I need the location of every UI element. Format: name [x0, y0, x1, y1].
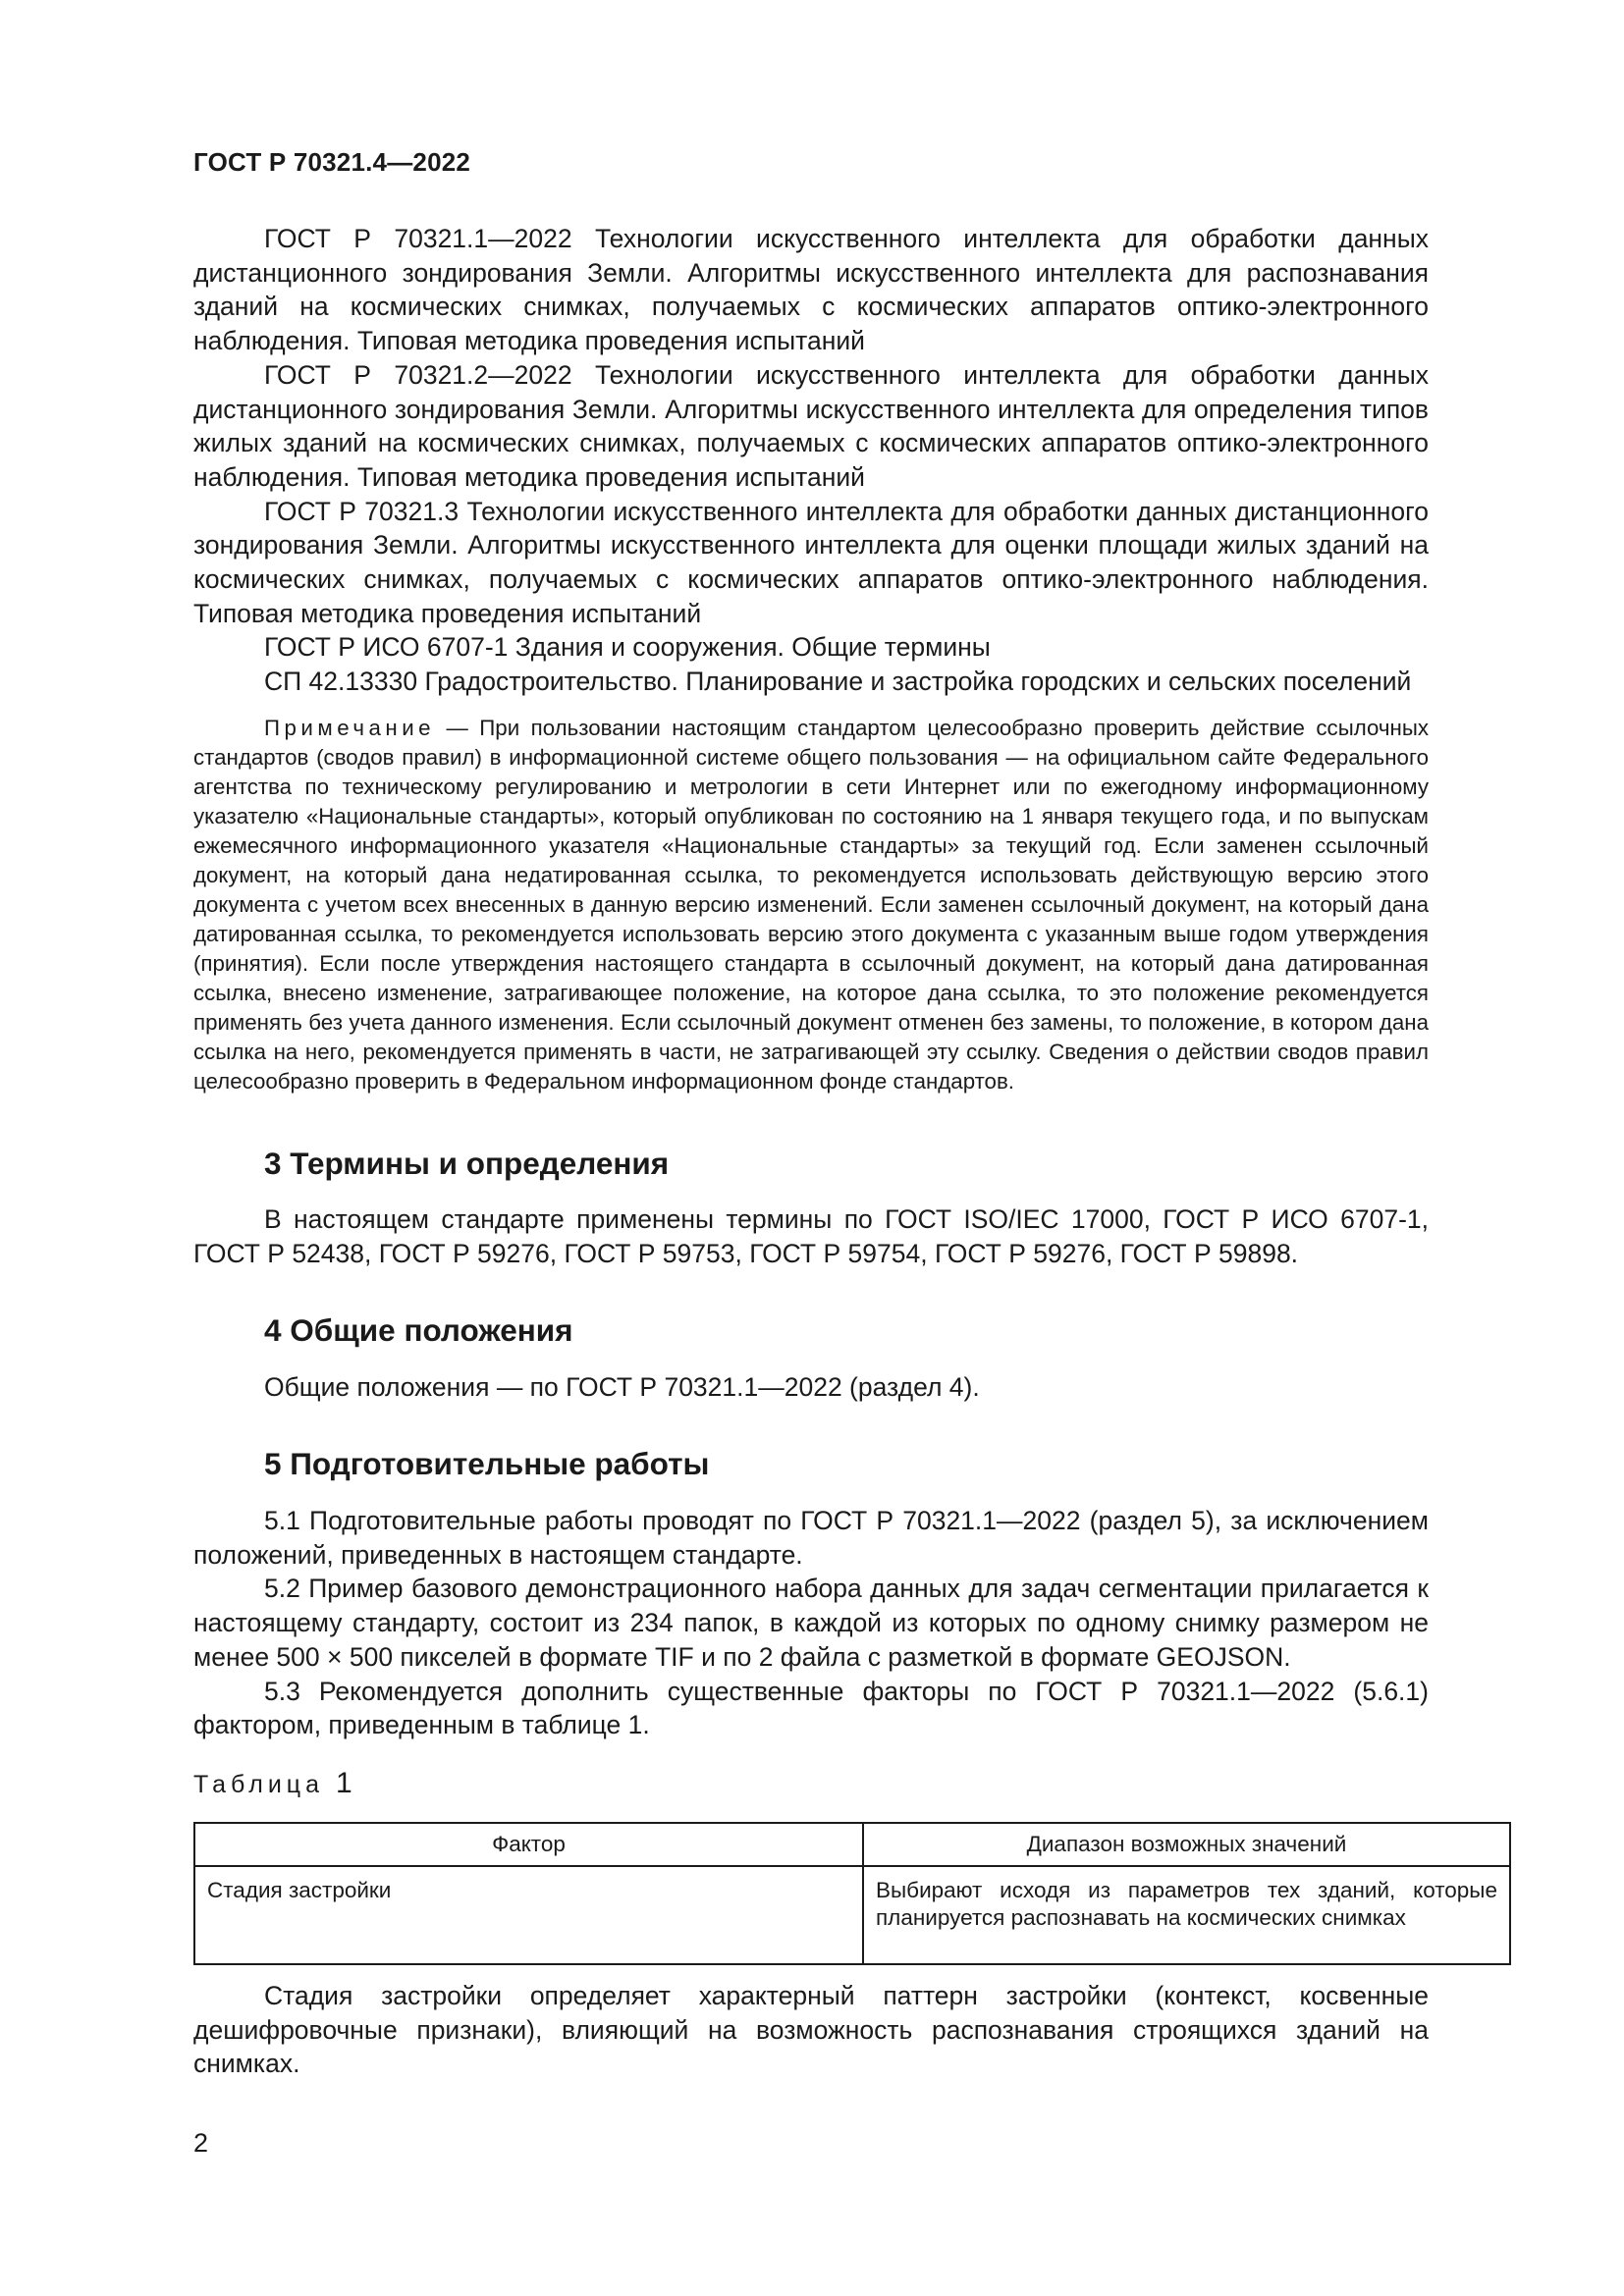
table-cell-range: Выбирают исходя из параметров тех зданий, которые планируется распознавать на космических снимках [863, 1866, 1510, 1964]
after-table-text: Стадия застройки определяет характерный паттерн застройки (контекст, косвенные дешифровочные признаки), влияющий на возможность распознавания строящихся зданий на снимках. [193, 1981, 1429, 2079]
clause-5-2: 5.2 Пример базового демонстрационного набора данных для задач сегментации прилагается к настоящему стандарту, состоит из 234 папок, в каждой из которых по одному снимку размером не менее 500 × 500 пикселей в формате TIF и по 2 файла с разметкой в формате GEOJSON. [193, 1574, 1429, 1672]
section-3-body [193, 1202, 1429, 1270]
section-4-text: Общие положения — по ГОСТ Р 70321.1—2022 (раздел 4). [264, 1372, 980, 1402]
section-4-heading: 4 Общие положения [264, 1312, 573, 1348]
reference-item: ГОСТ Р 70321.2—2022 Технологии искусственного интеллекта для обработки данных дистанционного зондирования Земли. Алгоритмы искусственного интеллекта для определения типов жилых зданий на космических снимках, получаемых с космических аппаратов оптико-электронного наблюдения. Типовая методика проведения испытаний [193, 359, 1429, 492]
section-5-heading: 5 Подготовительные работы [264, 1446, 710, 1481]
section-3-text: В настоящем стандарте применены термины по ГОСТ ISO/IEC 17000, ГОСТ Р ИСО 6707-1, ГОСТ Р 52438, ГОСТ Р 59276, ГОСТ Р 59753, ГОСТ Р 59754, ГОСТ Р 59276, ГОСТ Р 59898. [193, 1204, 1429, 1268]
table-caption-number: 1 [335, 1767, 352, 1799]
reference-item: ГОСТ Р 70321.3 Технологии искусственного интеллекта для обработки данных дистанционного зондирования Земли. Алгоритмы искусственного интеллекта для оценки площади жилых зданий на космических снимках, получаемых с космических аппаратов оптико-электронного наблюдения. Типовая методика проведения испытаний [193, 496, 1429, 628]
table-header-factor: Фактор [194, 1823, 863, 1866]
clause-5-1: 5.1 Подготовительные работы проводят по ГОСТ Р 70321.1—2022 (раздел 5), за исключением положений, приведенных в настоящем стандарте. [193, 1506, 1429, 1570]
note-label: Примечание [264, 716, 436, 740]
reference-item: ГОСТ Р 70321.1—2022 Технологии искусственного интеллекта для обработки данных дистанционного зондирования Земли. Алгоритмы искусственного интеллекта для распознавания зданий на космических снимках, получаемых с космических аппаратов оптико-электронного наблюдения. Типовая методика проведения испытаний [193, 224, 1429, 356]
document-header: ГОСТ Р 70321.4—2022 [193, 147, 471, 177]
section-3-heading: 3 Термины и определения [264, 1146, 670, 1181]
table-caption-label: Таблица [193, 1771, 325, 1798]
section-5-body [193, 1504, 1429, 1742]
table-caption [193, 1767, 352, 1800]
reference-item: ГОСТ Р ИСО 6707-1 Здания и сооружения. Общие термины [264, 632, 991, 663]
normative-references [193, 222, 1429, 699]
note-text: — При пользовании настоящим стандартом целесообразно проверить действие ссылочных стандартов (сводов правил) в информационной системе общего пользования — на официальном сайте Федерального агентства по техническому регулированию и метрологии в сети Интернет или по ежегодному информационному указателю «Национальные стандарты», который опубликован по состоянию на 1 января текущего года, и по выпускам ежемесячного информационного указателя «Национальные стандарты» за текущий год. Если заменен ссылочный документ, на который дана недатированная ссылка, то рекомендуется использовать действующую версию этого документа с учетом всех внесенных в данную версию изменений. Если заменен ссылочный документ, на который дана датированная ссылка, то рекомендуется использовать версию этого документа с указанным выше годом утверждения (принятия). Если после утверждения настоящего стандарта в ссылочный документ, на который дана датированная ссылка, внесено изменение, затрагивающее положение, на которое дана ссылка, то это положение рекомендуется применять без учета данного изменения. Если ссылочный документ отменен без замены, то положение, в котором дана ссылка на него, рекомендуется применять в части, не затрагивающей эту ссылку. Сведения о действии сводов правил целесообразно проверить в Федеральном информационном фонде стандартов. [193, 716, 1429, 1094]
reference-item: СП 42.13330 Градостроительство. Планирование и застройка городских и сельских поселений [264, 667, 1412, 697]
table-header-row [194, 1823, 1510, 1866]
table-cell-factor: Стадия застройки [194, 1866, 863, 1964]
table-header-range: Диапазон возможных значений [863, 1823, 1510, 1866]
note-paragraph [193, 714, 1429, 1096]
after-table-body [193, 1979, 1429, 2081]
page-number: 2 [193, 2128, 209, 2158]
section-4-body [193, 1370, 1429, 1405]
clause-5-3: 5.3 Рекомендуется дополнить существенные факторы по ГОСТ Р 70321.1—2022 (5.6.1) фактором, приведенным в таблице 1. [193, 1676, 1429, 1740]
table-1 [193, 1822, 1511, 1965]
table-row [194, 1866, 1510, 1964]
